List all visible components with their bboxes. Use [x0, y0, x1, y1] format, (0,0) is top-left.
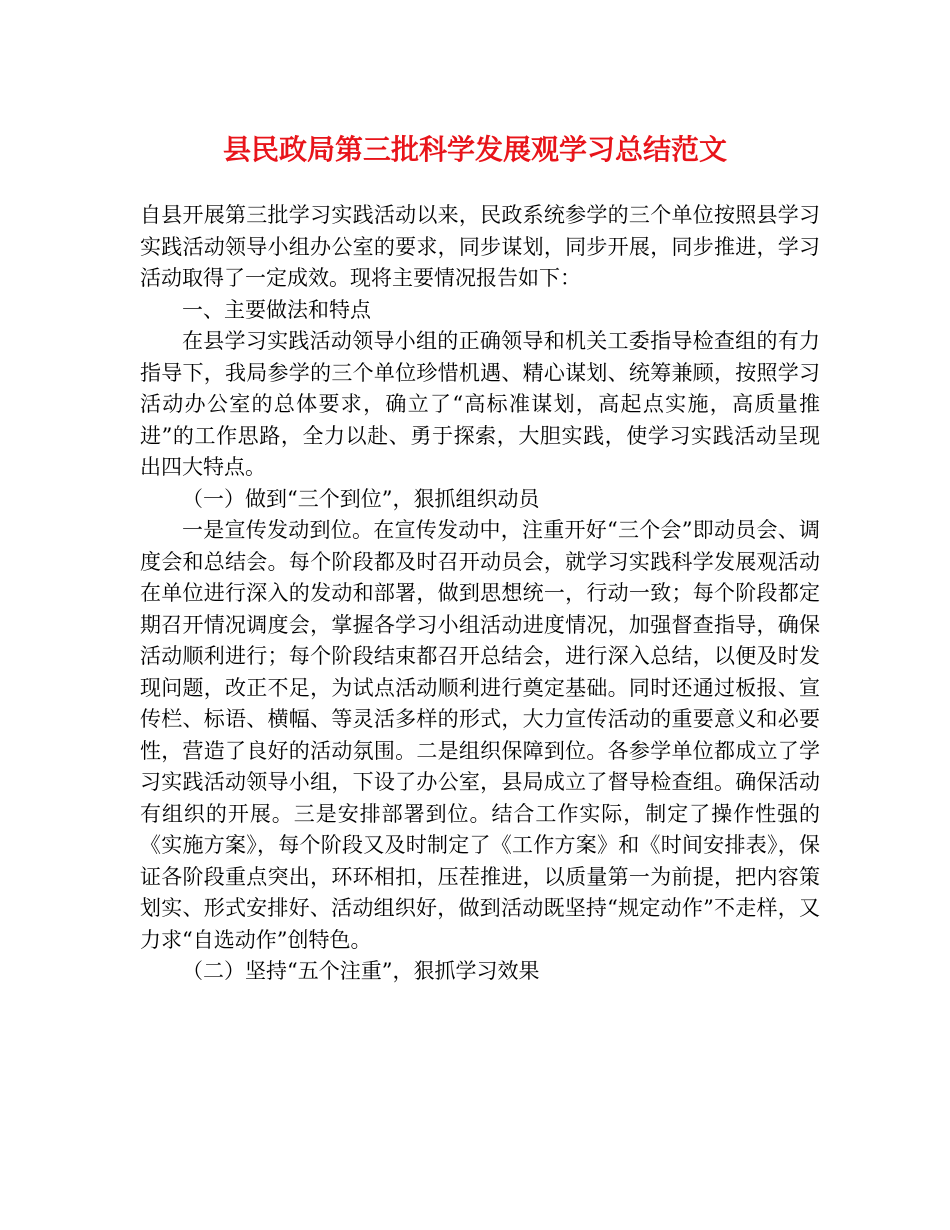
document-title: 县民政局第三批科学发展观学习总结范文 [222, 133, 727, 166]
paragraph-intro: 自县开展第三批学习实践活动以来，民政系统参学的三个单位按照县学习实践活动领导小组办公室的要求，同步谋划，同步开展，同步推进，学习活动取得了一定成效。现将主要情况报告如下： [140, 203, 820, 290]
paragraph-subsection-1: 一是宣传发动到位。在宣传发动中，注重开好“三个会”即动员会、调度会和总结会。每个阶段都及时召开动员会，就学习实践科学发展观活动在单位进行深入的发动和部署，做到思想统一，行动一致；每个阶段都定期召开情况调度会，掌握各学习小组活动进度情况，加强督查指导，确保活动顺利进行；每个阶段结束都召开总结会，进行深入总结，以便及时发现问题，改正不足，为试点活动顺利进行奠定基础。同时还通过板报、宣传栏、标语、横幅、等灵活多样的形式，大力宣传活动的重要意义和必要性，营造了良好的活动氛围。二是组织保障到位。各参学单位都成立了学习实践活动领导小组，下设了办公室，县局成立了督导检查组。确保活动有组织的开展。三是安排部署到位。结合工作实际，制定了操作性强的《实施方案》，每个阶段又及时制定了《工作方案》和《时间安排表》，保证各阶段重点突出，环环相扣，压茬推进，以质量第一为前提，把内容策划实、形式安排好、活动组织好，做到活动既坚持“规定动作”不走样，又力求“自选动作”创特色。 [140, 518, 820, 952]
document-body [140, 200, 820, 988]
subsection-heading-1: （一）做到“三个到位”，狠抓组织动员 [182, 486, 540, 511]
paragraph-section-1: 在县学习实践活动领导小组的正确领导和机关工委指导检查组的有力指导下，我局参学的三个单位珍惜机遇、精心谋划、统筹兼顾，按照学习活动办公室的总体要求，确立了“高标准谋划，高起点实施，高质量推进”的工作思路，全力以赴、勇于探索，大胆实践，使学习实践活动呈现出四大特点。 [140, 329, 820, 479]
subsection-heading-2: （二）坚持“五个注重”，狠抓学习效果 [182, 959, 540, 983]
section-heading-1: 一、主要做法和特点 [182, 297, 371, 322]
